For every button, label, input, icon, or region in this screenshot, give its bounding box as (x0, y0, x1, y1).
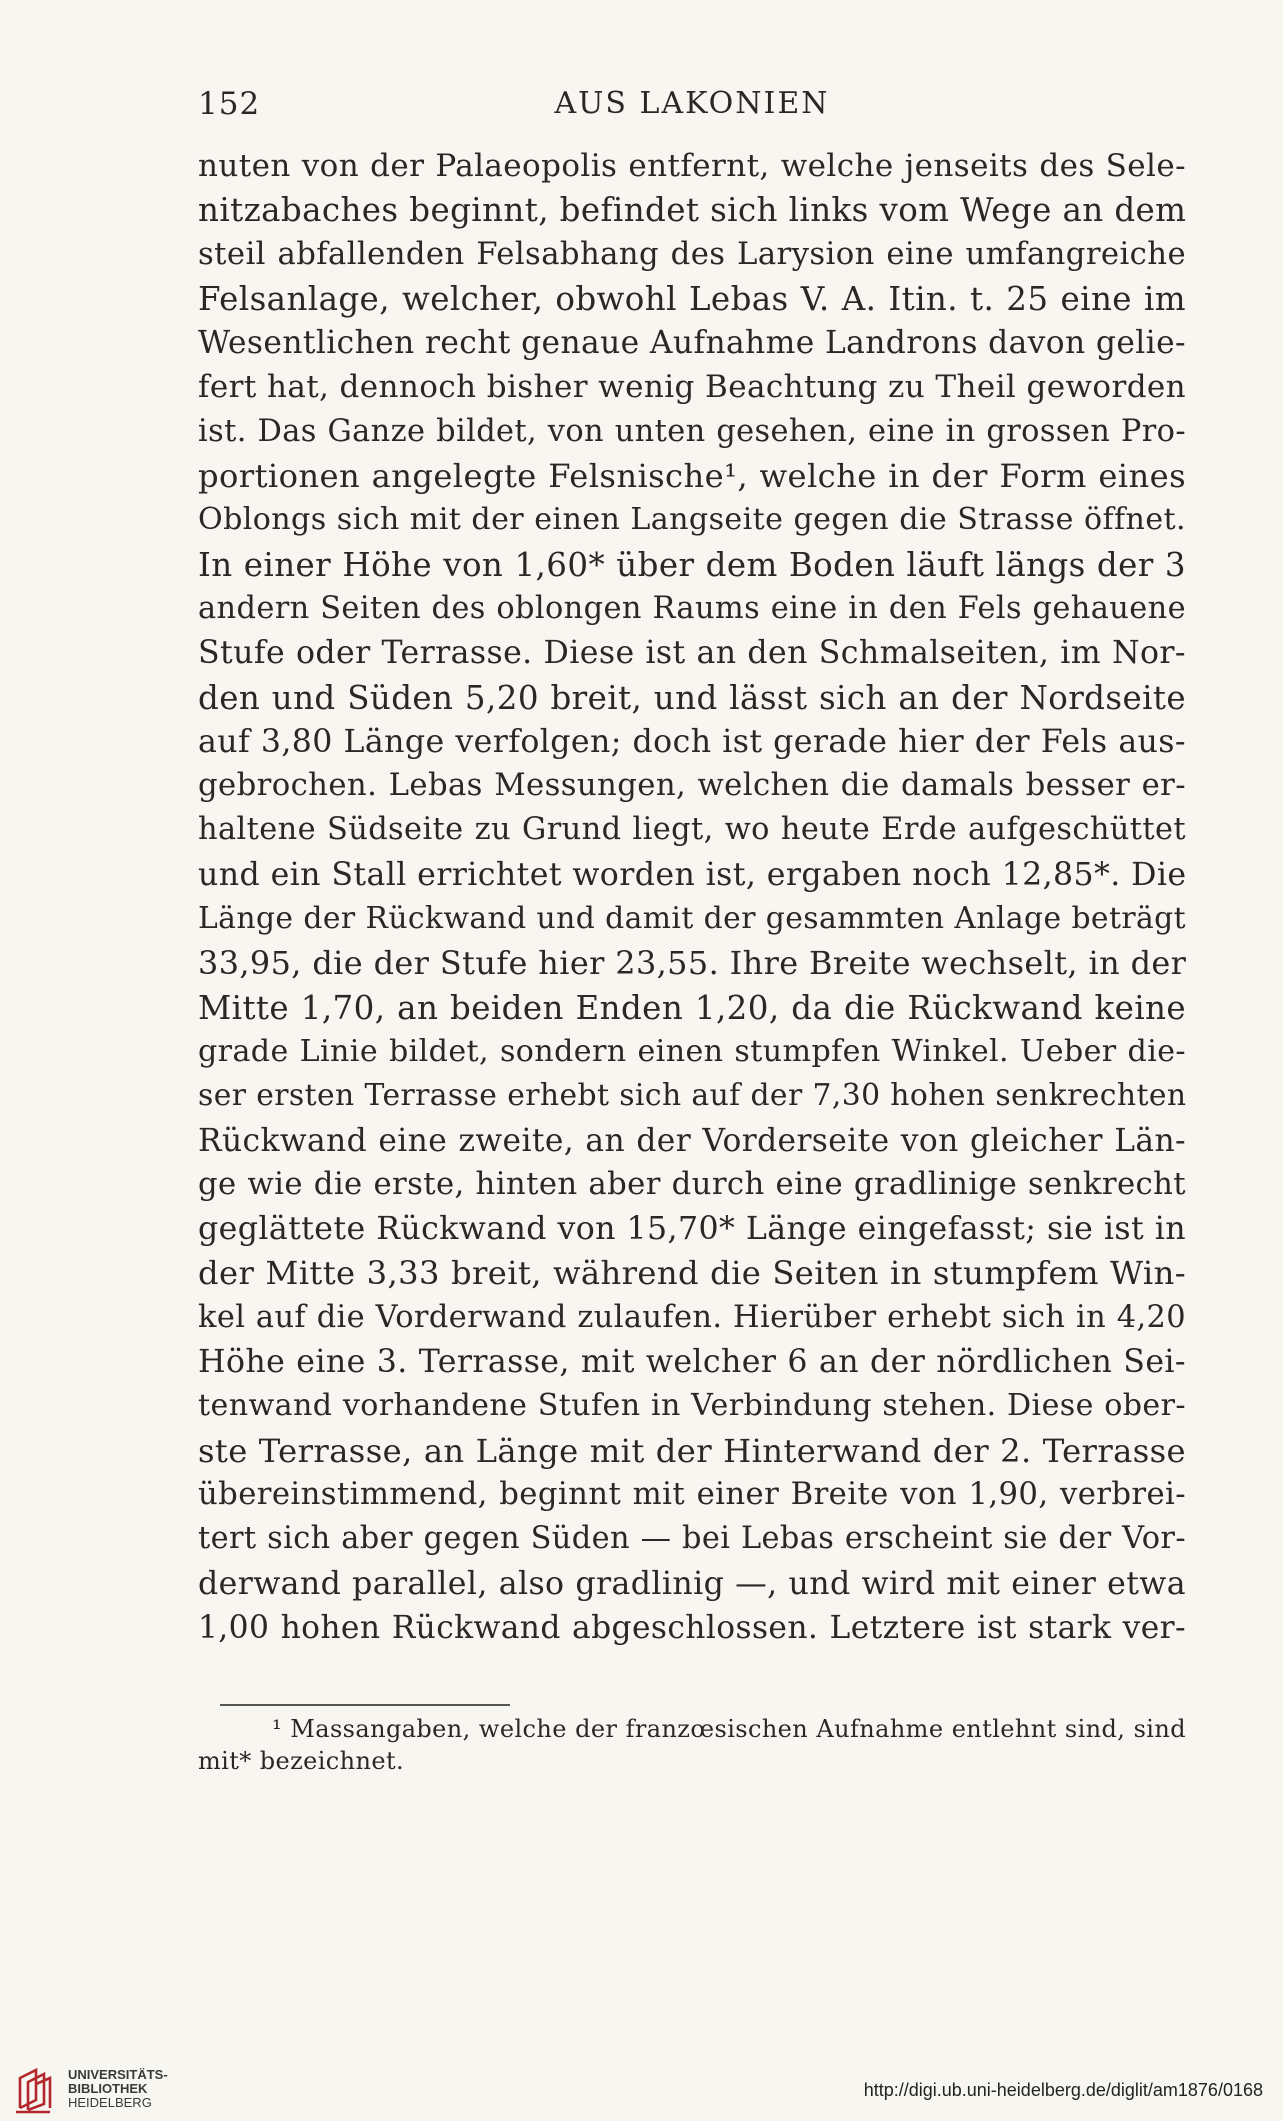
text-line: der Mitte 3,33 breit, während die Seiten in stumpfem Win- (198, 1254, 1186, 1293)
text-line: In einer Höhe von 1,60* über dem Boden läuft längs der 3 (198, 545, 1186, 584)
text-line: andern Seiten des oblongen Raums eine in den Fels gehauene (198, 590, 1186, 626)
footnote-divider (220, 1704, 510, 1706)
text-line: ist. Das Ganze bildet, von unten gesehen, eine in grossen Pro- (198, 413, 1186, 449)
text-line: portionen angelegte Felsnische¹, welche in der Form eines (198, 457, 1186, 496)
text-line: Höhe eine 3. Terrasse, mit welcher 6 an der nördlichen Sei- (198, 1344, 1186, 1381)
page-footer (0, 2062, 1283, 2121)
text-line: übereinstimmend, beginnt mit einer Breite von 1,90, verbrei- (198, 1476, 1186, 1512)
text-line: Länge der Rückwand und damit der gesammten Anlage beträgt (198, 901, 1186, 937)
library-logo (12, 2064, 168, 2114)
source-url-link[interactable]: http://digi.ub.uni-heidelberg.de/diglit/am1876/0168 (863, 2080, 1263, 2100)
library-name-line: HEIDELBERG (68, 2095, 152, 2110)
text-line: derwand parallel, also gradlinig —, und wird mit einer etwa (198, 1565, 1186, 1602)
text-line: fert hat, dennoch bisher wenig Beachtung zu Theil geworden (198, 369, 1187, 406)
text-line: Oblongs sich mit der einen Langseite gegen die Strasse öffnet. (198, 502, 1186, 538)
text-line: Mitte 1,70, an beiden Enden 1,20, da die Rückwand keine (198, 988, 1186, 1027)
text-line: Stufe oder Terrasse. Diese ist an den Schmalseiten, im Nor- (198, 635, 1186, 672)
text-line: Felsanlage, welcher, obwohl Lebas V. A. Itin. t. 25 eine im (198, 279, 1186, 318)
text-line: geglättete Rückwand von 15,70* Länge eingefasst; sie ist in (198, 1211, 1186, 1248)
page-header (198, 86, 1186, 126)
text-line: nitzabaches beginnt, befindet sich links vom Wege an dem (198, 191, 1187, 230)
footnote-line: ¹ Massangaben, welche der franzœsischen Aufnahme entlehnt sind, sind (272, 1715, 1186, 1743)
running-head: AUS LAKONIEN (554, 86, 830, 121)
text-line: ge wie die erste, hinten aber durch eine gradlinige senkrecht (198, 1166, 1186, 1202)
library-logo-icon (12, 2064, 58, 2114)
text-line: kel auf die Vorderwand zulaufen. Hierüber erhebt sich in 4,20 (198, 1299, 1186, 1335)
text-line: den und Süden 5,20 breit, und lässt sich an der Nordseite (198, 678, 1186, 717)
text-line: 33,95, die der Stufe hier 23,55. Ihre Breite wechselt, in der (198, 944, 1187, 983)
text-line: Rückwand eine zweite, an der Vorderseite von gleicher Län- (198, 1122, 1186, 1159)
text-line: steil abfallenden Felsabhang des Larysion eine umfangreiche (198, 236, 1186, 272)
text-line: haltene Südseite zu Grund liegt, wo heute Erde aufgeschüttet (198, 812, 1186, 848)
footnote (198, 1713, 1186, 1777)
text-line: 1,00 hohen Rückwand abgeschlossen. Letztere ist stark ver- (198, 1609, 1186, 1646)
text-line: Wesentlichen recht genaue Aufnahme Landrons davon gelie- (198, 325, 1186, 362)
text-line: nuten von der Palaeopolis entfernt, welche jenseits des Sele- (198, 148, 1186, 184)
text-line: grade Linie bildet, sondern einen stumpfen Winkel. Ueber die- (198, 1033, 1186, 1069)
text-line: ste Terrasse, an Länge mit der Hinterwand der 2. Terrasse (198, 1431, 1186, 1470)
text-line: und ein Stall errichtet worden ist, ergaben noch 12,85*. Die (198, 856, 1187, 893)
text-line: gebrochen. Lebas Messungen, welchen die damals besser er- (198, 768, 1186, 804)
text-line: ser ersten Terrasse erhebt sich auf der 7,30 hohen senkrechten (198, 1078, 1187, 1114)
text-line: tert sich aber gegen Süden — bei Lebas erscheint sie der Vor- (198, 1521, 1186, 1557)
text-line: tenwand vorhandene Stufen in Verbindung stehen. Diese ober- (198, 1388, 1186, 1424)
text-line: auf 3,80 Länge verfolgen; doch ist gerade hier der Fels aus- (198, 723, 1186, 760)
library-name (68, 2068, 168, 2110)
footnote-line: mit* bezeichnet. (198, 1747, 405, 1775)
library-name-line: UNIVERSITÄTS- (68, 2067, 168, 2082)
body-text (198, 144, 1186, 1650)
library-name-line: BIBLIOTHEK (68, 2081, 148, 2096)
page-number: 152 (198, 86, 261, 122)
